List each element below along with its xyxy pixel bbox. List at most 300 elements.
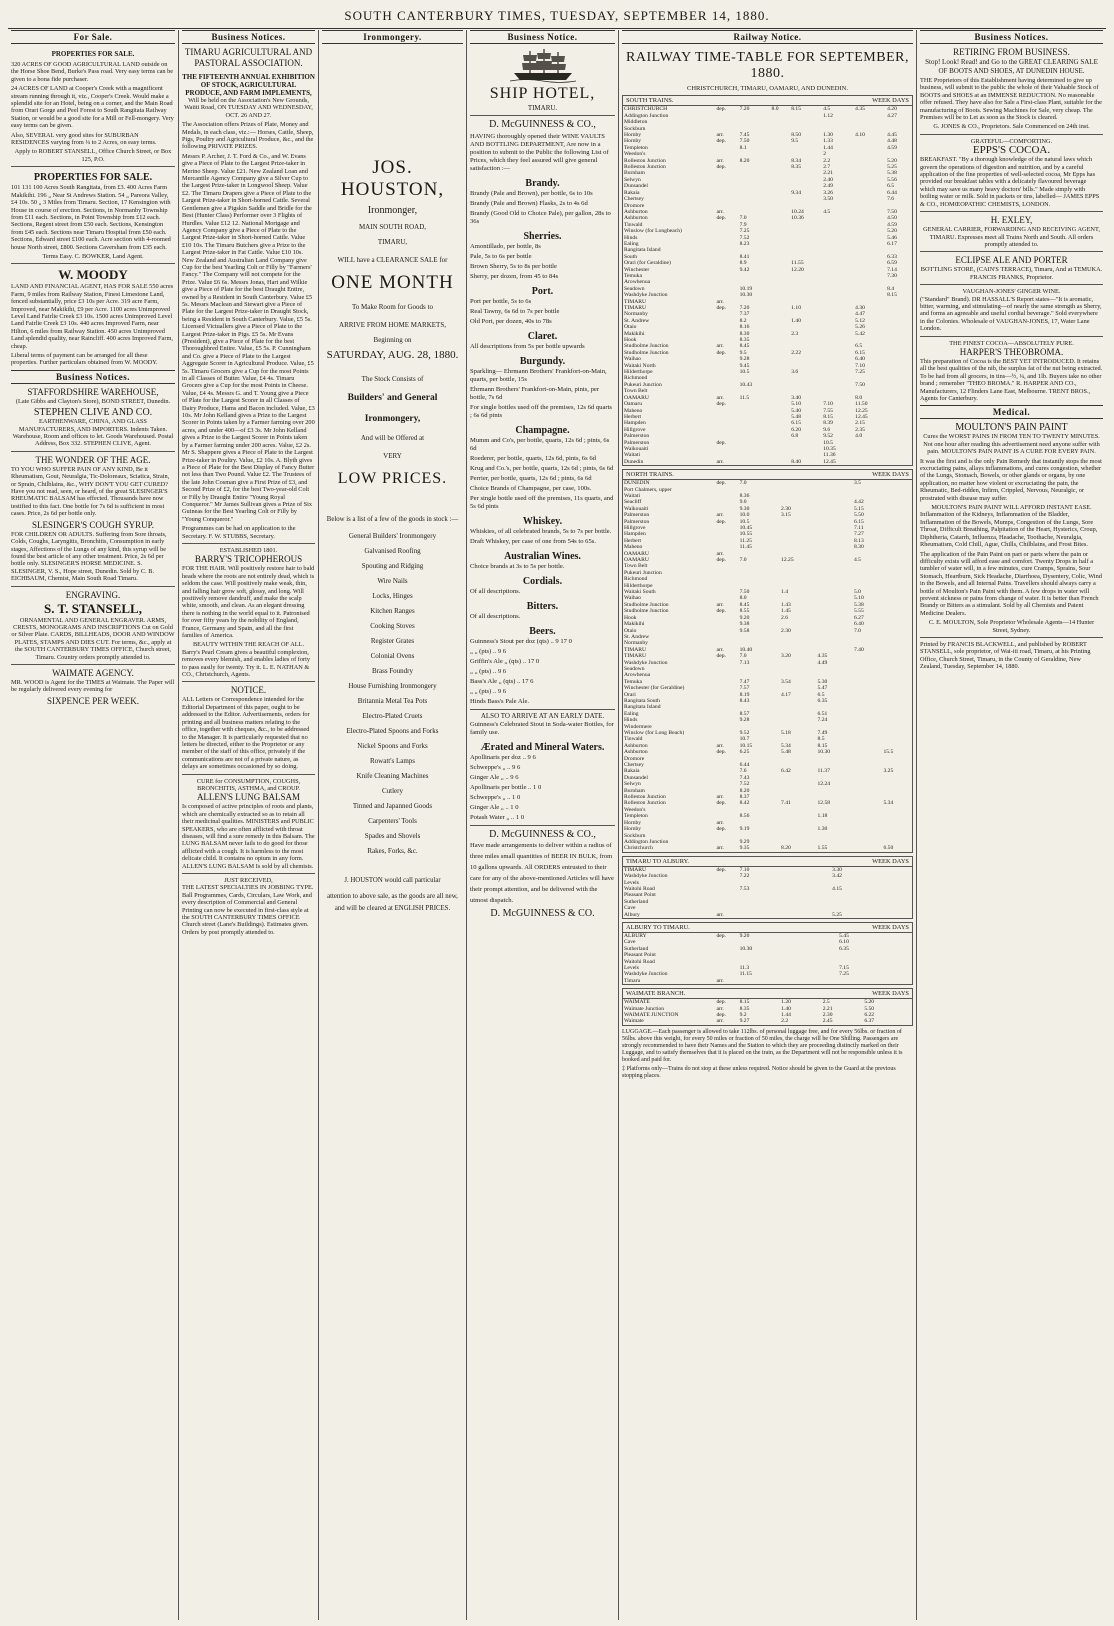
- time-cell: 7.30: [887, 272, 897, 279]
- divider: [182, 543, 315, 544]
- time-cell: 5.25: [832, 911, 842, 918]
- divider: [11, 586, 175, 587]
- price-list: [470, 177, 615, 621]
- station-name: Rangitata Island: [624, 704, 661, 711]
- time-cell: 4.0: [855, 433, 863, 440]
- time-cell: 10.0: [739, 512, 750, 519]
- time-cell: 8.37: [739, 794, 750, 801]
- station-name: Otaio: [624, 324, 637, 331]
- ad-text: THE Proprietors of this Establishment having determined to give up business, will submit to the public the whole of their Valuable Stock of BOOTS and SHOES at an IMMENSE REDUCTION. No reasonable offer refused. They have also for Sale a First-class Plant, suitable for the manufacturing of Boots. Sewing Machines for Sale, very cheap. The Premises will be to Let as soon as the Stock is cleared.: [920, 77, 1102, 122]
- time-cell: arr.: [716, 977, 724, 984]
- station-name: Burnham: [624, 787, 645, 794]
- time-cell: dep.: [716, 401, 726, 408]
- ad-text: 320 ACRES OF GOOD AGRICULTURAL LAND outside on the Horse Shoe Bend, Burke's Pass road. Very easy terms can be given to a bona fide purchaser.: [11, 61, 174, 83]
- station-name: Templeton: [624, 813, 648, 820]
- station-name: Maheno: [624, 407, 643, 414]
- time-cell: 8.45: [739, 601, 750, 608]
- station-name: Ashburton: [624, 742, 648, 749]
- ad-text: The Association offers Prizes of Plate, Money and Medals, in each class, viz.:— Horses, Cattle, Sheep, Pigs, Poultry and Agricultural Produce, &c., and the following PRIVATE PRIZES.: [182, 121, 314, 151]
- time-cell: 10.15: [739, 742, 753, 749]
- price-line: Schweppe's „ .. 9 6: [470, 763, 521, 771]
- time-cell: 6.15: [855, 349, 865, 356]
- station-name: Hinds: [624, 234, 638, 241]
- time-cell: 11.36: [823, 452, 836, 459]
- time-cell: 9.34: [791, 189, 802, 196]
- station-name: Palmerston: [624, 512, 650, 519]
- divider: [11, 166, 175, 167]
- time-cell: 8.41: [739, 253, 750, 260]
- time-cell: 11.55: [791, 260, 804, 267]
- section-head-railway: Railway Notice.: [622, 30, 913, 44]
- ad-text: attention to above sale, as the goods are all new, and will be cleared at ENGLISH PRICES.: [327, 892, 458, 912]
- goods-item: Cutlery: [382, 787, 403, 796]
- station-name: Rakaia: [624, 768, 640, 775]
- price-line: „ „ (pts) .. 9 6: [470, 688, 507, 696]
- station-name: Palmerston: [624, 518, 650, 525]
- time-cell: 3.6: [791, 369, 799, 376]
- time-cell: arr.: [716, 208, 724, 215]
- table-caption: NORTH TRAINS.: [626, 471, 674, 479]
- time-cell: 7.0: [853, 627, 861, 634]
- time-cell: 8.5: [817, 736, 825, 743]
- station-name: St. Andrew: [624, 633, 650, 640]
- time-cell: 9.28: [739, 717, 750, 724]
- time-cell: 5.55: [853, 608, 864, 615]
- station-name: Hampden: [624, 531, 646, 538]
- station-name: Waitati: [624, 452, 641, 459]
- station-name: Waikouaiti: [624, 505, 649, 512]
- time-cell: 7.47: [739, 678, 750, 685]
- time-cell: 5.18: [781, 730, 791, 736]
- column-for-sale: [8, 30, 178, 1620]
- time-cell: 7.20: [739, 305, 750, 311]
- station-name: Ealing: [624, 240, 639, 247]
- time-cell: 12.25: [855, 407, 868, 414]
- goods-item: Kitchen Ranges: [370, 607, 415, 616]
- ad-text: J. HOUSTON would call particular: [344, 877, 441, 885]
- time-cell: 2.49: [823, 183, 833, 190]
- time-cell: 2.2: [781, 1018, 789, 1025]
- goods-item: Carpenters' Tools: [368, 817, 417, 826]
- station-name: WAIMATE: [624, 999, 650, 1006]
- time-cell: 8.16: [739, 324, 750, 331]
- time-cell: arr.: [716, 794, 724, 801]
- time-cell: dep.: [716, 1012, 726, 1019]
- ad-title: PROPERTIES FOR SALE.: [51, 50, 135, 58]
- ad-title: HARPER'S THEOBROMA.: [959, 346, 1064, 357]
- price-line: Brown Sherry, 5s to 8s per bottle: [470, 263, 557, 271]
- ad-text: Also, SEVERAL very good sites for SUBURBAN RESIDENCES varying from ¼ to 2 Acres, on easy terms.: [11, 131, 157, 147]
- price-line: Brandy (Good Old to Choice Pale), per gallon, 28s to 36s: [470, 210, 611, 226]
- time-cell: 5.48: [781, 749, 791, 756]
- table-caption: WEEK DAYS: [872, 471, 909, 479]
- advertiser-name: SHIP HOTEL,: [489, 85, 596, 102]
- ad-text: Apply to ROBERT STANSELL, Office Church Street, or Box 125, P.O.: [14, 148, 172, 163]
- time-cell: 8.15: [791, 106, 802, 113]
- station-name: Pukeuri Junction: [624, 381, 662, 388]
- station-name: Arowhenua: [624, 279, 651, 286]
- time-cell: 9.20: [739, 614, 750, 621]
- time-cell: 1.12: [823, 112, 833, 119]
- divider: [920, 284, 1103, 285]
- price-line: Choice brands at 3s to 5s per bottle.: [470, 563, 565, 571]
- time-cell: 6.5: [817, 691, 825, 698]
- time-cell: 8.20: [739, 787, 750, 794]
- station-name: Cave: [624, 939, 636, 946]
- time-cell: 4.42: [853, 499, 864, 506]
- time-cell: 10.40: [739, 646, 753, 653]
- time-cell: 4.48: [887, 138, 897, 145]
- table-row: [623, 912, 912, 918]
- time-cell: [819, 912, 831, 918]
- time-cell: 5.34: [883, 800, 894, 807]
- price-line: Brandy (Pale and Brown) Flasks, 2s to 4s 6d: [470, 200, 588, 208]
- price-line: Griffin's Ale „ (qts) .. 17 0: [470, 658, 540, 666]
- time-cell: 6.25: [739, 749, 750, 756]
- time-cell: 6.40: [855, 356, 865, 363]
- time-cell: dep.: [716, 215, 726, 222]
- time-cell: dep.: [716, 653, 726, 660]
- time-cell: 10.30: [817, 749, 831, 756]
- time-cell: 6.40: [853, 621, 864, 628]
- time-cell: 7.24: [817, 717, 828, 724]
- station-name: Waikouaiti: [624, 445, 649, 452]
- time-cell: 4.47: [855, 311, 865, 318]
- goods-item: Nickel Spoons and Forks: [357, 742, 428, 751]
- time-cell: [886, 459, 912, 465]
- time-cell: 2.7: [823, 164, 831, 171]
- time-cell: dep.: [716, 164, 726, 171]
- time-cell: 9.5: [791, 138, 799, 145]
- firm-name: D. McGUINNESS & CO.,: [489, 828, 596, 840]
- time-cell: 7.50: [739, 589, 750, 596]
- time-cell: 11.45: [739, 544, 752, 551]
- time-cell: 8.20: [739, 157, 750, 164]
- price-line: Ginger Ale „ .. 1 0: [470, 803, 519, 811]
- ad-text: HAVING thoroughly opened their WINE VAULTS AND BOTTLING DEPARTMENT, Are now in a position to submit to the Public the following List of Prices, which they feel assured will give general satisfaction :—: [470, 133, 609, 173]
- station-name: Rangitata South: [624, 697, 660, 704]
- ad-text: Programmes can be had on application to the Secretary. F. W. STUBBS, Secretary.: [182, 525, 296, 540]
- time-cell: dep.: [716, 349, 726, 356]
- timetable: [623, 867, 912, 918]
- ad-text: FOR CHILDREN OR ADULTS. Suffering from Sore throats, Colds, Coughs, Laryngitis, Bronchitis, Consumption in early stages, Affections of the Lungs of any kind, this syrup will be found the best article of any other treatment. Price, 2s 6d per bottle only. SLESINGER'S HORSE MEDICINE. S. SLESINGER, V. S., Hope street, Dunedin. Sold by C. B. EICHBAUM, Chemist, Main South Road Timaru.: [11, 530, 167, 583]
- ad-title: GRATEFUL—COMFORTING.: [970, 137, 1053, 145]
- time-cell: dep.: [716, 518, 726, 525]
- ad-text: It was the first and is the only Pain Remedy that instantly stops the most excruciating pains, allays inflammations, and cures congestion, whether of the Lungs, Stomach, Bowels, or other glands or organs, by one application, no matter how violent or excruciating the pain, the Rheumatic, Bed-ridden, Infirm, Crippled, Nervous, Neuralgic, or prostrated with disease may suffer.: [920, 457, 1102, 502]
- time-cell: 9.6: [823, 426, 831, 433]
- ad-text: Barry's Pearl Cream gives a beautiful complexion, removes every blemish, and enables ladies of forty to pass easily for twenty. Try it. L. E. NATHAN & CO., Christchurch, Agents.: [182, 648, 310, 679]
- time-cell: 9.29: [739, 838, 750, 845]
- time-cell: 8.15: [739, 999, 750, 1006]
- station-name: Waitohi Road: [624, 885, 655, 892]
- time-cell: 2.30: [781, 627, 791, 634]
- goods-list: [322, 529, 463, 859]
- table-caption: WEEK DAYS: [872, 857, 909, 865]
- ship-engraving-icon: [508, 47, 578, 83]
- price-section-title: Champagne.: [515, 425, 570, 437]
- station-name: Waitaki South: [624, 589, 656, 596]
- time-cell: 6.51: [817, 710, 828, 717]
- goods-item: Britannia Metal Tea Pots: [357, 697, 428, 706]
- time-cell: 1.30: [817, 826, 828, 833]
- time-cell: 2.30: [822, 1012, 833, 1019]
- price-line: Bass's Ale „ (qts) .. 17 6: [470, 678, 534, 686]
- time-cell: 2.21: [822, 1005, 833, 1012]
- time-cell: 1.4: [781, 589, 789, 596]
- station-name: Selwyn: [624, 781, 641, 788]
- price-line: Amontillado, per bottle, 8s: [470, 243, 541, 251]
- station-name: Richmond: [624, 576, 648, 583]
- ad-text: FOR THE HAIR. Will positively restore hair to bald heads where the roots are not entirely dead, which is seldom the case. Will positively make weak, thin, and falling hair grow soft, glossy, and long. Will positively remove dandruff, and make the scalp white, smooth, and clean. As an elegant dressing there is nothing in the world equal to it. Patronised for over fifty years by the nobility of England, France, Germany and Spain, and all the first families of America.: [182, 565, 315, 640]
- price-section-title: Australian Wines.: [504, 551, 581, 563]
- time-cell: 2.15: [855, 420, 865, 427]
- time-cell: 8.56: [739, 813, 750, 820]
- time-cell: 7.37: [739, 311, 750, 318]
- price-line: Sherry, per dozen, from 45 to 84s: [470, 273, 559, 281]
- address-line: TIMARU,: [377, 238, 408, 247]
- ad-title: CURE for CONSUMPTION, COUGHS, BRONCHITIS, ASTHMA, and CROUP.: [196, 777, 301, 792]
- time-cell: 2.5: [822, 999, 830, 1006]
- price-line: Roederer, per bottle, quarts, 12s 6d, pints, 6s 6d: [470, 455, 596, 463]
- time-cell: 5.47: [817, 685, 828, 692]
- time-cell: 7.50: [855, 381, 865, 388]
- station-name: Ashburton: [624, 208, 648, 215]
- price-line: Whiskies, of all celebrated brands, 5s to 7s per bottle.: [470, 528, 612, 536]
- price-line: Choice Brands of Champagne, per case, 100s.: [470, 485, 592, 493]
- time-cell: 6.35: [817, 697, 828, 704]
- ad-text: Builders' and General: [347, 393, 438, 404]
- masthead: SOUTH CANTERBURY TIMES, TUESDAY, SEPTEMBER 14, 1880.: [344, 8, 770, 23]
- time-cell: 7.0: [739, 480, 747, 487]
- column-ironmongery: [318, 30, 466, 1620]
- price-section-title: Bitters.: [526, 601, 559, 613]
- column-business-notices: [178, 30, 318, 1620]
- station-name: Town Belt: [624, 563, 648, 570]
- time-cell: 12.45: [855, 413, 868, 420]
- station-name: Rakaia: [624, 189, 640, 196]
- luggage-notice: LUGGAGE.—Each passenger is allowed to take 112lbs. of personal luggage free, and for every 56lbs. or fraction of 56lbs. above this weight, for every 50 miles or fraction of 50 miles, the charge will be One Shilling. Passengers are strongly recommended to have their Names and the Station to which they are proceeding distinctly marked on their Luggage, and to satisfy themselves that it is placed on the train, as the Department will not be responsible unless it is booked and paid for.: [622, 1028, 903, 1063]
- time-cell: 5.50: [864, 1005, 875, 1012]
- time-cell: [901, 978, 912, 984]
- ad-text: Terms Easy. C. BOWKER, Land Agent.: [42, 252, 144, 260]
- time-cell: dep.: [716, 106, 726, 113]
- time-cell: 9.5: [739, 349, 747, 356]
- time-cell: dep.: [716, 932, 726, 939]
- time-cell: 11.5: [739, 394, 750, 401]
- masthead-rule: [8, 28, 1106, 29]
- time-cell: 8.15: [887, 292, 897, 299]
- time-cell: arr.: [716, 742, 724, 749]
- divider: [11, 664, 175, 665]
- price-line: All descriptions from 5s per bottle upwards: [470, 343, 585, 351]
- time-cell: [905, 1018, 912, 1024]
- time-cell: 9.45: [739, 362, 750, 369]
- ad-text: Guinness's Celebrated Stout in Soda-water Bottles, for family use.: [470, 720, 614, 736]
- time-cell: 10.5: [739, 518, 750, 525]
- time-cell: 4.20: [887, 106, 897, 113]
- time-cell: 7.41: [781, 800, 791, 807]
- time-cell: 7.40: [853, 646, 864, 653]
- price-section-title: Burgundy.: [519, 356, 566, 368]
- station-name: Sockburn: [624, 125, 646, 132]
- station-name: Hampden: [624, 420, 646, 427]
- divider: [182, 873, 315, 874]
- time-cell: dep.: [716, 866, 726, 873]
- time-cell: 2.35: [855, 426, 865, 433]
- ad-text: Messrs P. Archer, J. T. Ford & Co., and W. Evans give a Piece of Plate to the Largest Prize-taker in Merino Sheep. Value £21. New Zealand Loan and Mercantile Agency Company give a Silver Cup to the Largest Prize-taker in Longwool Sheep. Value £2. The Timaru Drapers give a Piece of Plate to the Largest Prize-taker in Short-horned Cattle. Several Gentlemen give a Pigskin Saddle and Bridle for the Best (Hunter Class) Performer over 3 Flights of Hurdles. Value £12 12. National Mortgage and Agency Company give a Piece of Plate to the Largest Prize-taker in Short-horned Cattle. Value £10 10s. The Timaru Butchers give a Prize to the Largest Prize-taker in Fat Cattle. Value £10 10s. New Zealand and Australian Land Company give Cup for the best Yearling Colt or Filly by "Farmers' Fancy." The Company will not compete for the Prize. Value £6 6s. Messrs Jonas, Hart and Wilkie give a Piece of Plate for the best Draught Entire, owned by a Resident in South Canterbury. Value £5 5s. Messrs Maclean and Stewart give a Piece of Plate for the Largest Prize-taker in Draught Stock, being a Resident in South Canterbury. Value, £5 5s. Licensed Victuallers give a Piece of Plate to the Largest Prize-taker in Pigs. £5 5s. Mr Evans (President), give a Piece of Plate for the best Thoroughbred Entire. Value, £5 5s. P. Cunningham and Co. give a Piece of Plate to the Largest Aggregate Scorer in Agricultural Produce. Value, £5 5s. Timaru Grocers give a Cup for the most Points in all Classes of Butter. Value, £4 4s. Timaru Grocers give a Cup for the most Points in Cheese. Value, £4 4s. Messrs G. and T. Young give a Piece of Plate for the Largest Scorer in all Classes of Dairy Produce, Hams and Bacon included. Value, £3 10s. Mr John Kelland gives a Prize to the Largest Scorer in Points taken by a Farmer farming over 200 acres, and under 400—of £3 3s. Mr John Kelland gives a Prize to the Largest Scorer in Points taken by a Farmer farming under 200 acres. Value, £2 2s. Mr S. Shappere gives a Piece of Plate to the Largest Prize-taker in Poultry. Value, £2 10s. A. Blyth gives a Piece of Plate for the Best Display of Fancy Butter not less than Two Pound. Value £2. The Trustees of the late John Cosman give a First Prize of £3, and Second Prize of £2, for the best Two-year-old Colt or Filly by Draught Entire "Young Royal Conqueror." Mr James Sullivan gives a Prize of Six Guineas for the Best Yearling Colt or Filly by "Young Conqueror.": [182, 152, 315, 523]
- station-name: Weedon's: [624, 151, 646, 158]
- station-name: Washdyke Junction: [624, 971, 668, 978]
- time-cell: 9.27: [739, 1018, 750, 1025]
- station-name: DUNEDIN: [624, 480, 650, 487]
- station-name: Winchester (for Geraldine): [624, 685, 685, 692]
- time-cell: arr.: [716, 911, 724, 918]
- section-head-for-sale: For Sale.: [11, 30, 175, 44]
- time-cell: 4.5: [853, 557, 861, 564]
- time-cell: 9.52: [739, 730, 750, 736]
- ad-text: And will be Offered at: [360, 434, 425, 443]
- time-cell: 9.19: [739, 826, 750, 833]
- time-cell: 6.59: [887, 260, 897, 267]
- price-line: Krug and Co.'s, per bottle, quarts, 12s 6d ; pints, 6s 6d: [470, 465, 614, 473]
- station-name: Middleton: [624, 119, 648, 126]
- section-head-business: Business Notices.: [182, 30, 315, 44]
- station-name: Makikihi: [624, 330, 645, 337]
- ad-text: (Late Gibbs and Clayton's Store), BOND STREET, Dunedin.: [15, 397, 171, 405]
- station-name: South: [624, 253, 638, 260]
- price-line: Brandy (Pale and Brown), per bottle, 6s to 10s: [470, 190, 593, 198]
- divider: [182, 681, 315, 682]
- time-cell: 8.20: [781, 845, 791, 852]
- time-cell: 5.20: [887, 228, 897, 235]
- ad-text: BOTTLING STORE, (CAIN'S TERRACE), Timaru, And at TEMUKA. FRANCIS FRANKS, Proprietor.: [920, 266, 1103, 281]
- time-cell: 7.52: [739, 234, 750, 241]
- time-cell: arr.: [716, 845, 724, 852]
- time-cell: 5.38: [853, 601, 864, 608]
- ad-text: Will be held on the Association's New Grounds, Waiiti Road, ON TUESDAY AND WEDNESDAY, OCT. 26 AND 27.: [184, 97, 313, 119]
- station-name: Tinwald: [624, 736, 643, 743]
- time-cell: 2.2: [823, 157, 831, 164]
- price-line: Port per bottle, 5s to 6s: [470, 298, 532, 306]
- price-line: Ginger Ale „ .. 9 6: [470, 773, 519, 781]
- time-cell: 4.17: [781, 691, 791, 698]
- time-cell: 9.0: [739, 499, 747, 506]
- south-trains-table: [622, 95, 913, 466]
- time-cell: 8.50: [791, 132, 802, 139]
- time-cell: 5.48: [791, 413, 802, 420]
- ad-title: ECLIPSE ALE AND PORTER: [955, 255, 1068, 266]
- ad-text: VERY: [383, 451, 402, 460]
- station-name: TIMARU: [624, 305, 647, 311]
- time-cell: 2: [823, 151, 826, 158]
- time-cell: 2.45: [822, 1018, 833, 1025]
- station-name: Waihao: [624, 595, 641, 602]
- price-line: Mumm and Co's, per bottle, quarts, 12s 6d ; pints, 6s 6d: [470, 437, 610, 453]
- station-name: Sutherland: [624, 945, 649, 952]
- time-cell: 2.21: [823, 170, 833, 177]
- station-name: Templeton: [624, 144, 648, 151]
- time-cell: [838, 978, 901, 984]
- section-head-business: Business Notices.: [11, 370, 175, 384]
- goods-item: Electro-Plated Spoons and Forks: [346, 727, 439, 736]
- divider: [470, 115, 615, 116]
- time-cell: [853, 845, 882, 851]
- station-name: Chertsey: [624, 196, 644, 203]
- time-cell: 2.3: [791, 330, 799, 337]
- time-cell: arr.: [716, 1005, 724, 1012]
- ad-text: Inflammation of the Kidneys, Inflammation of the Bladder, Inflammation of the Bowels, Mumps, Congestion of the Lungs, Sore Throat, Difficult Breathing, Palpitation of the Heart, Hysterics, Croup, Diphtheria, Catarrh, Influenza, Headache, Toothache, Neuralgia, Rheumatism, Cold Chill, Ague, Chills, Chilblains, and Frost Bites.: [920, 511, 1098, 549]
- ad-title: BEAUTY WITHIN THE REACH OF ALL.: [192, 641, 305, 649]
- time-cell: 5.42: [855, 330, 865, 337]
- station-name: Hornby: [624, 826, 642, 833]
- time-cell: 12.24: [817, 781, 831, 788]
- price-section-title: Brandy.: [525, 178, 560, 190]
- time-cell: 8.2: [739, 317, 747, 324]
- goods-item: Brass Foundry: [371, 667, 414, 676]
- ad-text: ("Standard" Brand). DR HASSALL'S Report states—"It is aromatic, bitter, warming, and stimulating—of nearly the same strength as Sherry, and forms an agreeable and useful cordial beverage." Sold everywhere in the Colonies. Wholesale of VAUGHAN-JONES, 17, Water Lane London.: [920, 295, 1102, 333]
- timetable-title: RAILWAY TIME-TABLE FOR SEPTEMBER, 1880.: [626, 50, 909, 81]
- time-cell: dep.: [716, 608, 726, 615]
- time-cell: 9.42: [739, 266, 750, 273]
- time-cell: 8.30: [853, 544, 864, 551]
- ad-text: LAND AND FINANCIAL AGENT, HAS FOR SALE 550 acres Farm, 9 miles from Railway Station, Finest Limestone Land, fenced substantially, price £3 10s per Acre. 319 acre Farm, Improved, near Makikihi, £9 per Acre. 1100 acres Unimproved Level Land Fairlie Creek £3 10s. 1500 acres Unimproved Level Land Fairlie Creek £3 10s. 440 acres Improved Farm, near Hilton, 6 miles from Railway Station. 450 acres Unimproved Land splendid quality, near Raincliff. 400 acres Improved Farm, cheap.: [11, 283, 174, 350]
- station-name: Winchester: [624, 266, 650, 273]
- time-cell: 7.50: [739, 138, 750, 145]
- price-line: Apollinaris per bottle .. 1 0: [470, 783, 542, 791]
- time-cell: 10.24: [791, 208, 804, 215]
- timetable: [623, 480, 912, 852]
- station-name: OAMARU: [624, 394, 649, 401]
- station-name: Orari (for Geraldine): [624, 260, 671, 267]
- ad-text: C. E. MOULTON, Sole Proprietor Wholesale Agents—14 Hunter Street, Sydney.: [928, 619, 1095, 634]
- time-cell: 8.13: [853, 537, 864, 544]
- time-cell: [808, 912, 820, 918]
- goods-item: General Builders' Ironmongery: [348, 532, 437, 541]
- time-cell: 3.15: [781, 512, 791, 519]
- station-name: Selwyn: [624, 176, 641, 183]
- station-name: TIMARU: [624, 866, 647, 873]
- time-cell: 7.0: [739, 653, 747, 660]
- station-name: Rolleston Junction: [624, 157, 666, 164]
- ad-text: G. JONES & CO., Proprietors. Sale Commenced on 24th inst.: [933, 123, 1090, 131]
- time-cell: 5.12: [855, 317, 865, 324]
- ad-text: The application of the Pain Paint on part or parts where the pain or difficulty exists will afford ease and comfort. Twenty Drops in half a tumbler of water will, in a few minutes, cure Cramps, Sprains, Sour Stomach, Heartburn, Sick Headache, Diarrhoea, Dysentery, Colic, Wind in the Bowels, and all Internal Pains. Travellers should always carry a bottle of Moulton's Pain Paint with them. A few drops in water will prevent sickness or pains from change of water. It is better than French Brandy or Bitters as a stimulant. Sold by all Chemists and Patent Medicine Dealers.: [920, 550, 1102, 617]
- ad-text: Ironmongery,: [364, 414, 421, 425]
- station-name: Temuka: [624, 678, 642, 685]
- time-cell: 5.30: [817, 678, 828, 685]
- station-name: Makikihi: [624, 621, 645, 628]
- station-name: Levels: [624, 879, 639, 886]
- firm-name: D. McGUINNESS & CO.,: [489, 119, 596, 131]
- time-cell: 3.54: [781, 678, 791, 685]
- ad-title: SIXPENCE PER WEEK.: [46, 695, 140, 706]
- time-cell: 7.14: [887, 266, 897, 273]
- time-cell: 1.45: [781, 608, 791, 615]
- ad-text: MR. WOOD is Agent for the TIMES at Waimate. The Paper will be regularly delivered every evening for: [11, 678, 175, 694]
- station-name: Hilderthorpe: [624, 582, 653, 589]
- table-caption: ALBURY TO TIMARU.: [626, 923, 690, 931]
- station-name: Herbert: [624, 413, 642, 420]
- time-cell: 1.18: [817, 813, 828, 820]
- ad-title: VAUGHAN-JONES' GINGER WINE.: [962, 288, 1061, 296]
- time-cell: 6.42: [781, 768, 791, 775]
- time-cell: dep.: [716, 480, 726, 487]
- time-cell: [739, 978, 817, 984]
- price-line: „ „ (pts) .. 9 6: [470, 668, 507, 676]
- time-cell: 10.55: [739, 531, 753, 538]
- station-name: Timaru: [624, 977, 641, 984]
- station-name: Otaio: [624, 627, 637, 634]
